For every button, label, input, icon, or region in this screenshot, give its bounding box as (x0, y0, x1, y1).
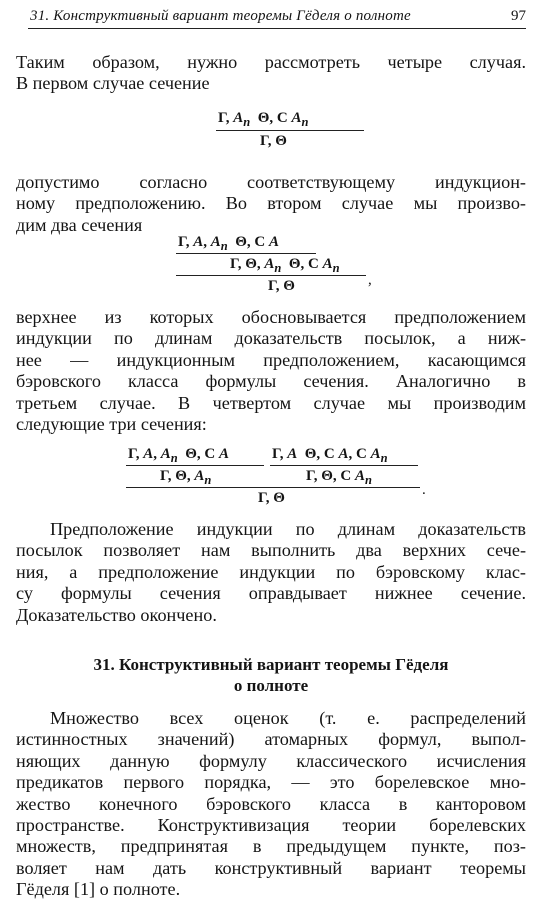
formula-2-lower-rule-line (176, 275, 366, 276)
paragraph-5 (16, 708, 526, 901)
paragraph-line: пространстве. Конструктивизация теории борелевских (16, 815, 526, 836)
paragraph-line: третьем случае. В четвертом случае мы производим (16, 392, 526, 413)
paragraph-line: В первом случае сечение (16, 73, 210, 94)
formula-3-left-premise: Γ, A, $A_n$ Θ, C A (128, 446, 229, 465)
paragraph-line: няющих данную формулу классического исчисления (16, 750, 526, 771)
formula-3-bottom-rule-line (126, 487, 420, 488)
formula-1-rule-line (216, 130, 364, 131)
section-heading (16, 654, 526, 696)
paragraph-line: Множество всех оценок (т. е. распределений (50, 708, 526, 728)
formula-3-conclusion: Γ, Θ (258, 490, 285, 506)
paragraph-line: воляет нам дать конструктивный вариант теоремы (16, 857, 526, 878)
running-head (28, 6, 526, 29)
paragraph-line: индукции по длинам доказательств посылок, а ниж- (16, 328, 526, 349)
formula-2-upper-rule-line (176, 253, 316, 254)
paragraph-1 (16, 52, 526, 95)
paragraph-line: верхнее из которых обосновывается предположением (16, 307, 526, 327)
paragraph-line: посылок позволяет нам выполнить два верхних сече- (16, 540, 526, 561)
paragraph-line: предикатов первого порядка, — это борелевское мно- (16, 772, 526, 793)
section-heading-line-2: о полноте (233, 676, 309, 695)
formula-3-left-rule-line (126, 465, 264, 466)
formula-3-left-result: Γ, Θ, $A_n$ (160, 468, 212, 487)
formula-3-right-result: Γ, Θ, C $A_n$ (306, 468, 372, 487)
formula-2-top-premise: Γ, A, $A_n$ Θ, C A (178, 234, 279, 253)
formula-3-right-premise: Γ, A Θ, C A, C $A_n$ (272, 446, 388, 465)
paragraph-line: жество конечного бэровского класса в канторовом (16, 793, 526, 814)
paragraph-line: ния, а предположение индукции по бэровскому клас- (16, 561, 526, 582)
formula-1-premise: Γ, $A_n$ Θ, C $A_n$ (218, 110, 309, 129)
paragraph-line: бэровского класса формулы сечения. Аналогично в (16, 371, 526, 392)
paragraph-line: нее — индукционным предположением, касающимся (16, 349, 526, 370)
paragraph-4 (16, 519, 526, 626)
paragraph-line: допустимо согласно соответствующему индукцион- (16, 172, 526, 192)
paragraph-line: Таким образом, нужно рассмотреть четыре случая. (16, 52, 526, 72)
paragraph-2 (16, 172, 526, 236)
paragraph-line: Предположение индукции по длинам доказательств (50, 519, 526, 539)
paragraph-line: дим два сечения (16, 214, 143, 235)
formula-1-conclusion: Γ, Θ (260, 133, 287, 149)
paragraph-line: истинностных значений) атомарных формул, выпол- (16, 729, 526, 750)
formula-3-period: . (422, 482, 426, 498)
paragraph-line: Гёделя [1] о полноте. (16, 879, 181, 900)
running-head-title: 31. Конструктивный вариант теоремы Гёделя о полноте (30, 8, 411, 24)
paragraph-3 (16, 307, 526, 435)
page-number: 97 (511, 8, 526, 24)
paragraph-line: ному предположению. Во втором случае мы произво- (16, 193, 526, 214)
formula-2-middle: Γ, Θ, $A_n$ Θ, C $A_n$ (230, 256, 340, 275)
paragraph-line: Доказательство окончено. (16, 604, 217, 625)
paragraph-line: множеств, предпринятая в предыдущем пункте, поз- (16, 836, 526, 857)
formula-2-conclusion: Γ, Θ (268, 278, 295, 294)
formula-3-right-rule-line (270, 465, 418, 466)
formula-2-comma: , (368, 272, 372, 288)
section-heading-line-1: 31. Конструктивный вариант теоремы Гёделя (93, 655, 449, 674)
paragraph-line: следующие три сечения: (16, 414, 207, 435)
paragraph-line: су формулы сечения оправдывает нижнее сечение. (16, 583, 526, 604)
